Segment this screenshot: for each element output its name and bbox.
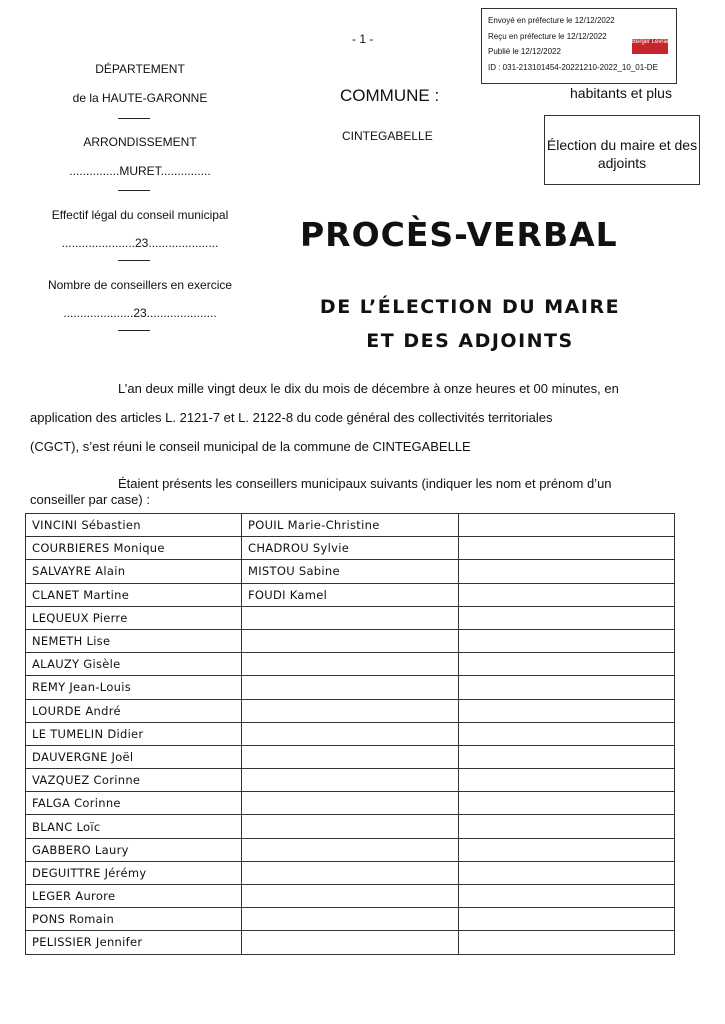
council-member-cell xyxy=(459,676,675,699)
council-member-cell: POUIL Marie-Christine xyxy=(242,514,459,537)
council-member-cell xyxy=(242,745,459,768)
table-row xyxy=(26,931,675,954)
table-row xyxy=(26,745,675,768)
council-member-cell xyxy=(242,722,459,745)
stamp-id: ID : 031-213101454-20221210-2022_10_01-DE xyxy=(488,62,658,72)
table-row xyxy=(26,861,675,884)
table-row xyxy=(26,514,675,537)
table-row xyxy=(26,908,675,931)
council-member-cell: LEGER Aurore xyxy=(26,885,242,908)
council-member-cell xyxy=(459,722,675,745)
council-member-cell: CLANET Martine xyxy=(26,583,242,606)
table-row xyxy=(26,838,675,861)
council-member-cell xyxy=(459,560,675,583)
departement-name: de la HAUTE-GARONNE xyxy=(72,91,208,105)
council-member-cell xyxy=(242,653,459,676)
council-member-cell: GABBERO Laury xyxy=(26,838,242,861)
prefecture-stamp xyxy=(481,8,677,84)
paragraph-line: (CGCT), s’est réuni le conseil municipal de la commune de CINTEGABELLE xyxy=(30,439,471,454)
council-member-cell xyxy=(459,885,675,908)
council-member-cell: VAZQUEZ Corinne xyxy=(26,769,242,792)
council-member-cell: FOUDI Kamel xyxy=(242,583,459,606)
council-member-cell xyxy=(242,699,459,722)
table-row xyxy=(26,583,675,606)
table-row xyxy=(26,815,675,838)
divider xyxy=(118,118,150,119)
berger-levrault-logo: Berger Levrault xyxy=(632,39,668,54)
council-member-cell xyxy=(459,629,675,652)
council-member-cell xyxy=(459,861,675,884)
paragraph-line: application des articles L. 2121-7 et L. 2122-8 du code général des collectivités territoriales xyxy=(30,410,553,425)
stamp-published-date: Publié le 12/12/2022 xyxy=(488,47,561,56)
council-members-table xyxy=(25,513,675,955)
council-member-cell xyxy=(242,676,459,699)
council-member-cell xyxy=(459,769,675,792)
arrondissement-label: ARRONDISSEMENT xyxy=(83,135,197,149)
table-row xyxy=(26,606,675,629)
council-member-cell: LE TUMELIN Didier xyxy=(26,722,242,745)
council-member-cell: PONS Romain xyxy=(26,908,242,931)
council-member-cell xyxy=(459,745,675,768)
exercice-label: Nombre de conseillers en exercice xyxy=(47,278,233,292)
council-member-cell xyxy=(459,653,675,676)
council-member-cell xyxy=(242,606,459,629)
paragraph-line: conseiller par case) : xyxy=(30,492,150,507)
council-member-cell xyxy=(242,838,459,861)
table-row xyxy=(26,629,675,652)
stamp-sent-date: Envoyé en préfecture le 12/12/2022 xyxy=(488,16,615,25)
council-member-cell xyxy=(459,514,675,537)
council-member-cell xyxy=(242,885,459,908)
council-member-cell: LOURDE André xyxy=(26,699,242,722)
table-row xyxy=(26,537,675,560)
council-member-cell xyxy=(242,861,459,884)
council-member-cell: VINCINI Sébastien xyxy=(26,514,242,537)
council-member-cell: CHADROU Sylvie xyxy=(242,537,459,560)
council-member-cell xyxy=(459,908,675,931)
council-member-cell: FALGA Corinne xyxy=(26,792,242,815)
election-box: Élection du maire et des adjoints xyxy=(544,115,700,185)
subtitle-line-1: DE L’ÉLECTION DU MAIRE xyxy=(319,296,621,318)
stamp-received-date: Reçu en préfecture le 12/12/2022 xyxy=(488,31,607,41)
table-row xyxy=(26,722,675,745)
effectif-value: ......................23..................... xyxy=(61,236,219,250)
council-member-cell: LEQUEUX Pierre xyxy=(26,606,242,629)
table-row xyxy=(26,560,675,583)
commune-name: CINTEGABELLE xyxy=(342,129,433,143)
table-row xyxy=(26,653,675,676)
commune-label: COMMUNE : xyxy=(340,86,440,105)
council-member-cell xyxy=(459,838,675,861)
habitants-text: habitants et plus xyxy=(570,85,672,101)
divider xyxy=(118,190,150,191)
council-member-cell: PELISSIER Jennifer xyxy=(26,931,242,954)
council-member-cell xyxy=(242,815,459,838)
table-row xyxy=(26,792,675,815)
council-member-cell: NEMETH Lise xyxy=(26,629,242,652)
paragraph-line: L’an deux mille vingt deux le dix du mois de décembre à onze heures et 00 minutes, en xyxy=(118,381,619,396)
paragraph-line: Étaient présents les conseillers municipaux suivants (indiquer les nom et prénom d’un xyxy=(118,476,612,491)
council-member-cell: SALVAYRE Alain xyxy=(26,560,242,583)
table-row xyxy=(26,699,675,722)
council-member-cell xyxy=(242,908,459,931)
subtitle-line-2: ET DES ADJOINTS xyxy=(366,330,574,352)
divider xyxy=(118,260,150,261)
council-member-cell: DAUVERGNE Joël xyxy=(26,745,242,768)
council-member-cell xyxy=(242,769,459,792)
council-member-cell: ALAUZY Gisèle xyxy=(26,653,242,676)
council-member-cell: MISTOU Sabine xyxy=(242,560,459,583)
opening-paragraph xyxy=(20,374,700,461)
council-member-cell: COURBIERES Monique xyxy=(26,537,242,560)
exercice-value: .....................23..................... xyxy=(63,306,217,320)
document-title: PROCÈS-VERBAL xyxy=(300,215,618,254)
page-number: - 1 - xyxy=(352,32,374,46)
council-member-cell xyxy=(242,931,459,954)
council-member-cell: BLANC Loïc xyxy=(26,815,242,838)
council-member-cell xyxy=(459,931,675,954)
table-row xyxy=(26,769,675,792)
council-member-cell xyxy=(459,792,675,815)
council-member-cell xyxy=(459,699,675,722)
council-member-cell: DEGUITTRE Jérémy xyxy=(26,861,242,884)
council-member-cell xyxy=(242,792,459,815)
table-row xyxy=(26,676,675,699)
present-members-intro xyxy=(20,476,700,508)
departement-label: DÉPARTEMENT xyxy=(95,62,185,76)
divider xyxy=(118,330,150,331)
council-member-cell xyxy=(459,537,675,560)
council-member-cell xyxy=(459,815,675,838)
council-member-cell xyxy=(459,583,675,606)
document-subtitle xyxy=(298,290,642,358)
arrondissement-name: ...............MURET............... xyxy=(69,164,211,178)
council-member-cell: REMY Jean-Louis xyxy=(26,676,242,699)
effectif-label: Effectif légal du conseil municipal xyxy=(51,208,229,222)
council-member-cell xyxy=(242,629,459,652)
table-row xyxy=(26,885,675,908)
council-member-cell xyxy=(459,606,675,629)
